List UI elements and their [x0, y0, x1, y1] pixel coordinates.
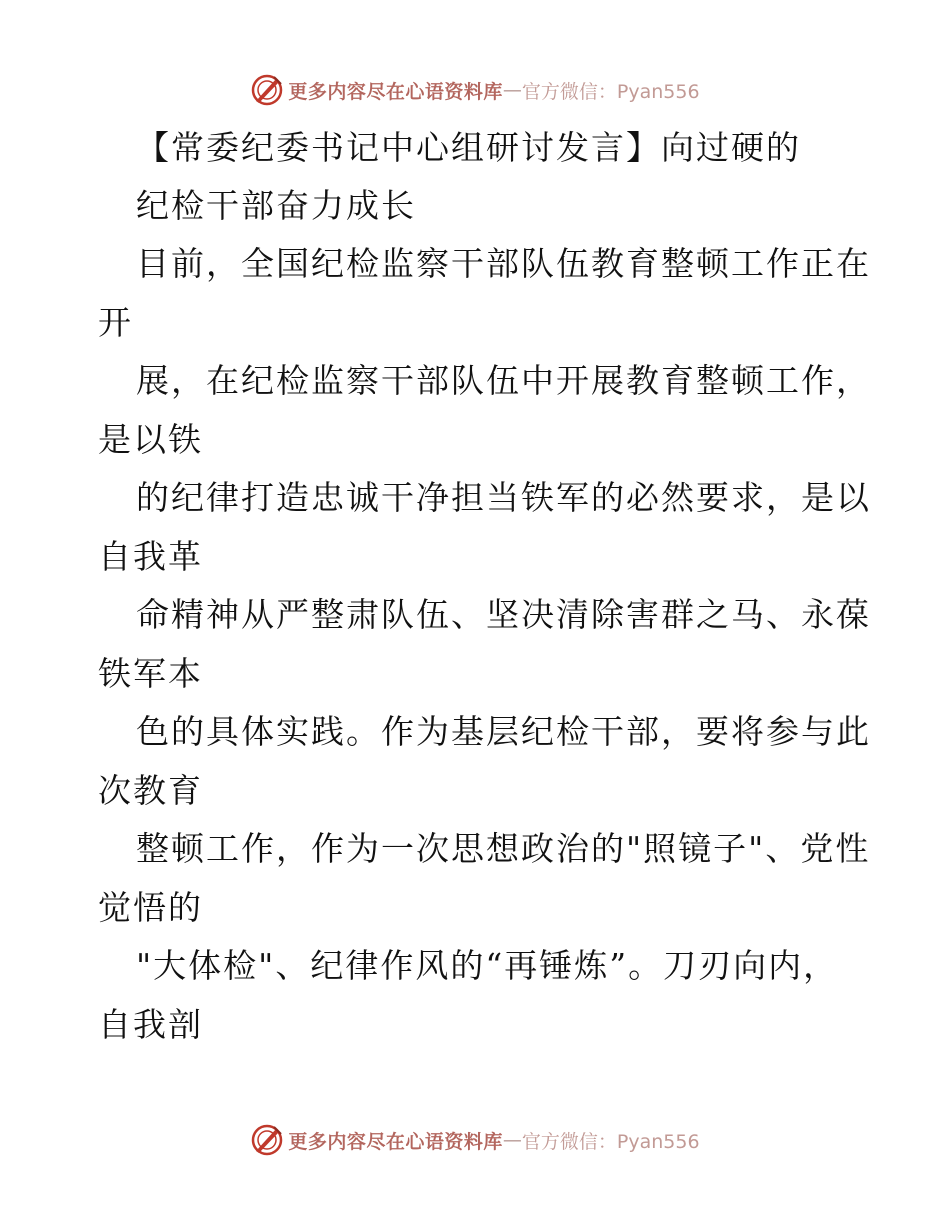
- paragraph-line: "大体检"、纪律作风的“再锤炼”。刀刃向内，: [136, 946, 839, 985]
- paragraph-line: 开: [98, 303, 133, 342]
- paragraph-line: 目前，全国纪检监察干部队伍教育整顿工作正在: [136, 244, 871, 283]
- paragraph-line: 自我革: [98, 537, 203, 576]
- paragraph-line: 展，在纪检监察干部队伍中开展教育整顿工作，: [136, 361, 871, 400]
- paragraph-line: 铁军本: [98, 654, 203, 693]
- paragraph-line: 的纪律打造忠诚干净担当铁军的必然要求，是以: [136, 478, 871, 517]
- watermark-contact-text: 官方微信：Pyan556: [521, 1130, 700, 1153]
- paragraph-line: 整顿工作，作为一次思想政治的"照镜子"、党性: [136, 829, 871, 868]
- quill-pen-seal-icon: [250, 1123, 284, 1157]
- paragraph-line: 色的具体实践。作为基层纪检干部，要将参与此: [136, 712, 871, 751]
- paragraph-line: 是以铁: [98, 420, 203, 459]
- paragraph-line: 觉悟的: [98, 888, 203, 927]
- document-title-line: 纪检干部奋力成长: [136, 186, 416, 225]
- watermark-site-text: 更多内容尽在心语资料库: [288, 1130, 503, 1153]
- paragraph-line: 命精神从严整肃队伍、坚决清除害群之马、永葆: [136, 595, 871, 634]
- paragraph-line: 自我剖: [98, 1005, 203, 1044]
- quill-pen-seal-icon: [250, 73, 284, 107]
- header-watermark: [0, 70, 950, 110]
- watermark-separator: —: [502, 79, 522, 101]
- document-title-line: 【常委纪委书记中心组研讨发言】向过硬的: [136, 128, 801, 167]
- paragraph-line: 次教育: [98, 771, 203, 810]
- watermark-site-text: 更多内容尽在心语资料库: [288, 80, 503, 103]
- watermark-contact-text: 官方微信：Pyan556: [521, 80, 700, 103]
- watermark-separator: —: [502, 1129, 522, 1151]
- footer-watermark: [0, 1120, 950, 1160]
